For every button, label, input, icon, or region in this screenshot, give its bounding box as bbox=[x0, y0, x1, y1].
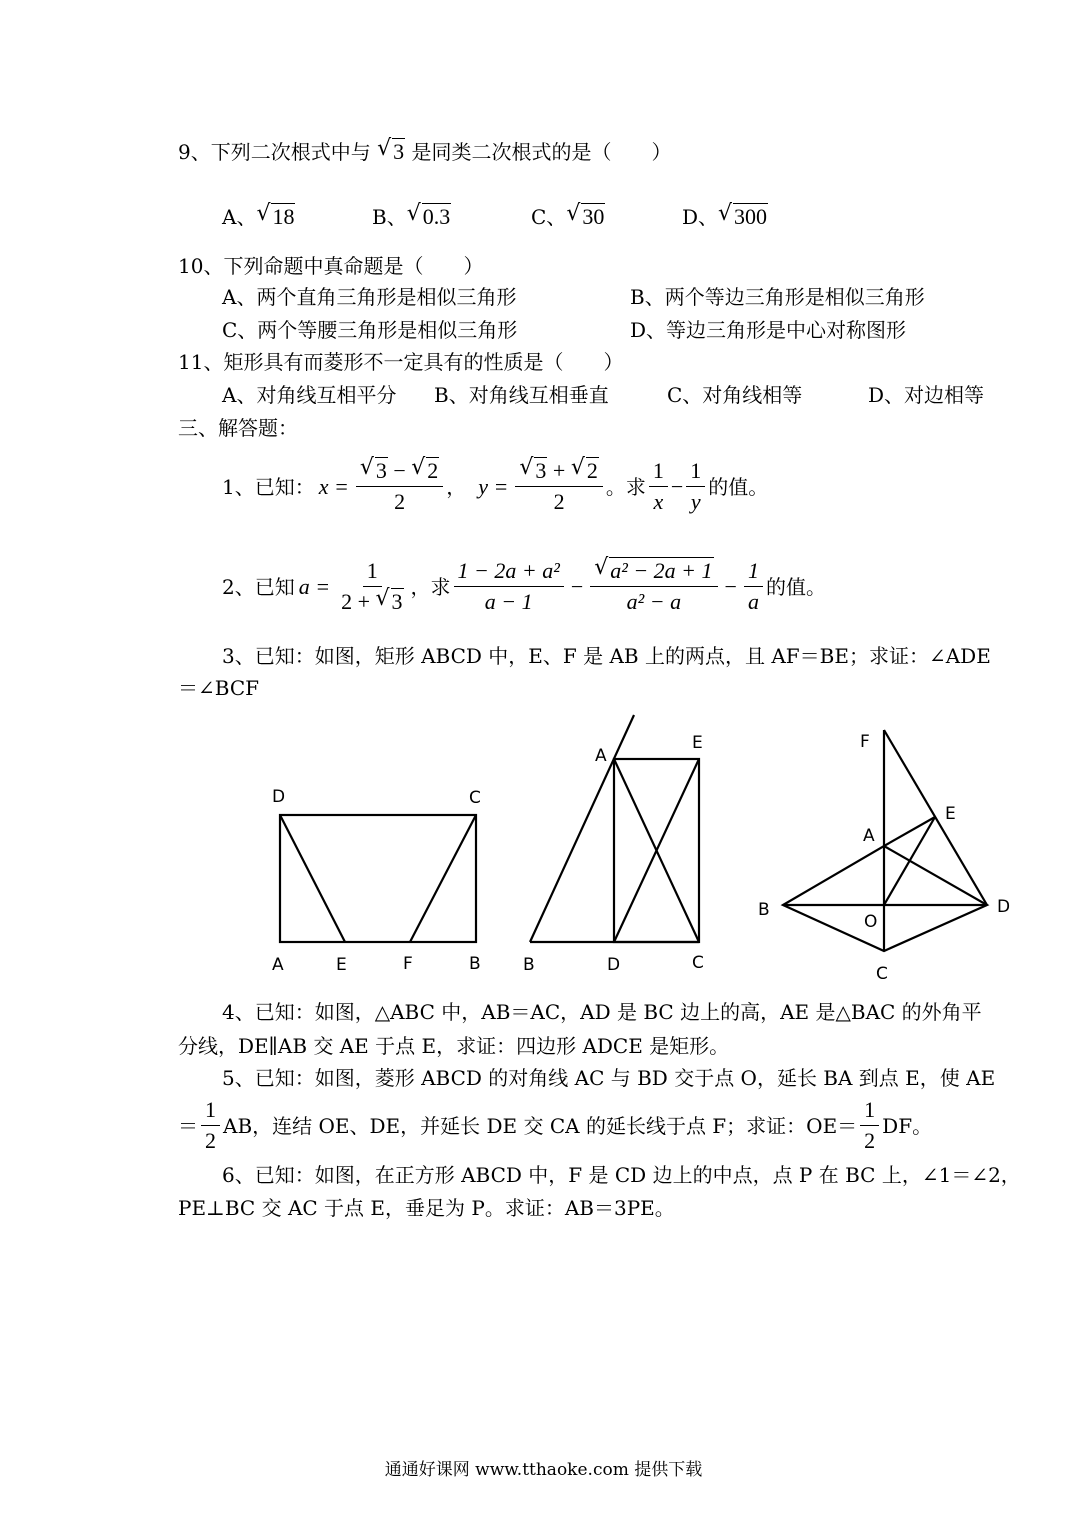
figure-rectangle bbox=[265, 780, 495, 980]
label-d: D bbox=[997, 897, 1011, 917]
problem-5-line2: ＝ $\frac{1}{2}$ AB，连结 OE、DE，并延长 DE 交 CA 的延长线于点 F；求证：OE＝ $\frac{1}{2}$ DF。 bbox=[178, 1097, 933, 1153]
q10-option-a: A、两个直角三角形是相似三角形 bbox=[222, 285, 517, 309]
problem-3-line2: ＝∠BCF bbox=[178, 676, 260, 700]
segment-de bbox=[280, 815, 345, 942]
label-c: C bbox=[469, 788, 481, 808]
q9-option-b: B、 √ 0.3 bbox=[372, 201, 451, 229]
label-b: B bbox=[469, 954, 481, 974]
problem-5-line1: 5、已知：如图，菱形 ABCD 的对角线 AC 与 BD 交于点 O，延长 BA 到点 E，使 AE bbox=[222, 1066, 996, 1090]
q9-suffix: 是同类二次根式的是（ ） bbox=[411, 140, 672, 164]
rect-abcd bbox=[280, 815, 476, 942]
label-e: E bbox=[692, 733, 703, 753]
problem-3-line1: 3、已知：如图，矩形 ABCD 中，E、F 是 AB 上的两点，且 AF＝BE；求证：∠ADE bbox=[222, 644, 991, 668]
q10-option-c: C、两个等腰三角形是相似三角形 bbox=[222, 318, 518, 342]
label-a: A bbox=[595, 746, 607, 766]
q11-option-c: C、对角线相等 bbox=[667, 383, 803, 407]
label-a: A bbox=[863, 826, 875, 846]
q9-option-a: A、 √ 18 bbox=[222, 201, 295, 229]
problem-6-line1: 6、已知：如图，在正方形 ABCD 中，F 是 CD 边上的中点，点 P 在 BC 上，∠1＝∠2， bbox=[222, 1163, 1021, 1187]
label-d: D bbox=[272, 787, 286, 807]
problem-1: 1、已知： x = √ 3 − √ 2 2 ， y = √ 3 + √ 2 2 。求 $\frac{1}{x}$ − $\frac{1}{y}$ 的值。 bbox=[222, 455, 769, 514]
q9-option-d: D、 √ 300 bbox=[682, 201, 768, 229]
label-e: E bbox=[945, 804, 956, 824]
q11-stem: 11、矩形具有而菱形不一定具有的性质是（ ） bbox=[178, 350, 624, 374]
label-e: E bbox=[336, 955, 347, 975]
label-b: B bbox=[523, 955, 535, 975]
section-heading: 三、解答题： bbox=[178, 416, 298, 440]
q11-option-b: B、对角线互相垂直 bbox=[434, 383, 609, 407]
q9-prefix: 9、下列二次根式中与 bbox=[178, 140, 371, 164]
figure-rhombus bbox=[750, 725, 1030, 985]
label-o: O bbox=[864, 912, 878, 932]
label-d: D bbox=[607, 955, 621, 975]
q10-option-b: B、两个等边三角形是相似三角形 bbox=[630, 285, 925, 309]
q10-option-d: D、等边三角形是中心对称图形 bbox=[630, 318, 907, 342]
label-c: C bbox=[876, 964, 888, 984]
q10-stem: 10、下列命题中真命题是（ ） bbox=[178, 254, 484, 278]
ray-ba bbox=[530, 715, 634, 942]
q9-sqrt: √ 3 bbox=[377, 136, 405, 164]
q9-stem bbox=[178, 136, 672, 164]
label-a: A bbox=[272, 955, 284, 975]
problem-2: 2、已知 a = 1 2 + √ 3 ，求 $\frac{\text{1 − 2a + a²}}{a - 1}$ − √ a² − 2a + 1 a² − a − $\frac{1}{a}$ 的值。 bbox=[222, 555, 826, 614]
segment-oe bbox=[884, 817, 935, 905]
q9-option-c: C、 √ 30 bbox=[531, 201, 605, 229]
footer-text: 通通好课网 www.tthaoke.com 提供下载 bbox=[384, 1460, 703, 1480]
label-c: C bbox=[692, 953, 704, 973]
label-f: F bbox=[860, 732, 870, 752]
label-f: F bbox=[403, 954, 413, 974]
label-b: B bbox=[758, 900, 770, 920]
problem-6-line2: PE⊥BC 交 AC 于点 E，垂足为 P。求证：AB＝3PE。 bbox=[178, 1196, 675, 1220]
problem-4-line2: 分线，DE∥AB 交 AE 于点 E，求证：四边形 ADCE 是矩形。 bbox=[178, 1034, 730, 1058]
segment-cf bbox=[410, 815, 476, 942]
q11-option-a: A、对角线互相平分 bbox=[222, 383, 397, 407]
q11-option-d: D、对边相等 bbox=[868, 383, 985, 407]
figure-triangle-rectangle bbox=[515, 710, 725, 980]
problem-4-line1: 4、已知：如图，△ABC 中，AB＝AC，AD 是 BC 边上的高，AE 是△BAC 的外角平 bbox=[222, 1000, 982, 1024]
